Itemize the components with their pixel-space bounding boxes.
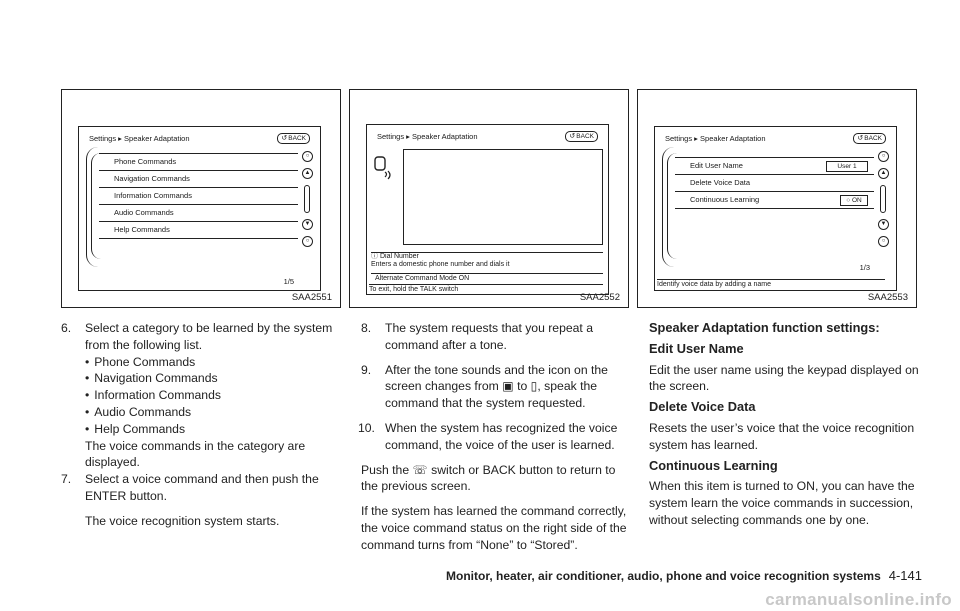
step-text: When the system has recognized the voice command, the voice of the user is learned. <box>385 420 618 452</box>
screen-title: Settings ▸ Speaker Adaptation <box>89 134 190 143</box>
radio-indicator-icon: ○ <box>846 197 851 204</box>
setting-row-continuous-learning[interactable] <box>675 192 874 209</box>
scroll-controls <box>878 151 890 253</box>
step-9 <box>361 362 630 412</box>
setting-row-delete-voice-data[interactable]: Delete Voice Data <box>675 175 874 192</box>
bullet-item: • Navigation Commands <box>61 370 343 387</box>
watermark: carmanualsonline.info <box>765 590 952 609</box>
back-button[interactable]: ↺ BACK <box>277 133 310 144</box>
section-title: Monitor, heater, air conditioner, audio, phone and voice recognition systems <box>446 569 881 583</box>
command-category-list <box>99 153 298 239</box>
info-icon: ⓘ <box>371 253 378 260</box>
column-3 <box>649 320 921 529</box>
step-text-end: , speak the command that the system requested. <box>385 379 598 411</box>
page-indicator: 1/3 <box>859 263 870 272</box>
list-item[interactable]: Audio Commands <box>99 205 298 222</box>
zoom-icon[interactable]: ○ <box>878 151 889 162</box>
voice-recognition-icon <box>373 155 393 181</box>
alternate-mode: Alternate Command Mode ON <box>375 275 470 282</box>
down-arrow-icon[interactable]: ▼ <box>878 219 889 230</box>
screen-title: Settings ▸ Speaker Adaptation <box>377 132 478 141</box>
back-button[interactable]: ↺ BACK <box>565 131 598 142</box>
empty-row <box>675 209 874 239</box>
step-number: 9. <box>361 362 372 377</box>
paragraph-continuous-learning: When this item is turned to ON, you can have the system learn the voice commands in succession, without selecting commands one by one. <box>649 479 915 527</box>
setting-label: Continuous Learning <box>690 195 760 204</box>
list-item[interactable]: Phone Commands <box>99 153 298 171</box>
step-10 <box>358 420 630 454</box>
step-number: 8. <box>361 321 372 335</box>
screen-command-categories <box>78 126 321 291</box>
user-name-value: User 1 <box>826 161 868 172</box>
voice-result-box <box>403 149 603 245</box>
push-text-b: switch or BACK button to return to the previous screen. <box>361 462 616 494</box>
step-number: 6. <box>61 321 72 335</box>
status-line: Identify voice data by adding a name <box>657 279 885 288</box>
paragraph-edit-user-name: Edit the user name using the keypad displayed on the screen. <box>649 362 919 394</box>
page-footer <box>0 568 922 583</box>
step-number: 10. <box>358 420 375 435</box>
page-indicator: 1/5 <box>283 277 294 286</box>
figure-code: SAA2553 <box>867 292 908 303</box>
paragraph-delete-voice-data: Resets the user’s voice that the voice recognition system has learned. <box>649 420 915 452</box>
screen-title: Settings ▸ Speaker Adaptation <box>665 134 766 143</box>
zoom-out-icon[interactable]: ○ <box>878 236 889 247</box>
page-number: 4-141 <box>888 568 922 583</box>
on-toggle[interactable] <box>840 195 868 206</box>
toggle-value: ON <box>852 197 862 204</box>
figure-saa2551 <box>61 89 341 308</box>
list-item[interactable]: Help Commands <box>99 222 298 239</box>
screen-speaker-adaptation <box>366 124 609 295</box>
step-text: Select a voice command and then push the ENTER button. <box>85 472 319 503</box>
subheading-edit-user-name: Edit User Name <box>649 340 744 356</box>
figure-code: SAA2551 <box>291 292 332 303</box>
step-6 <box>61 320 343 354</box>
command-hint <box>371 252 603 274</box>
subheading-continuous-learning: Continuous Learning <box>649 457 778 473</box>
up-arrow-icon[interactable]: ▲ <box>302 168 313 179</box>
subheading-delete-voice-data: Delete Voice Data <box>649 399 756 415</box>
hint-text: Enters a domestic phone number and dials it <box>371 261 510 268</box>
column-1 <box>61 320 343 530</box>
step-text: The system requests that you repeat a command after a tone. <box>385 321 593 352</box>
list-item[interactable]: Navigation Commands <box>99 171 298 188</box>
bullet-item: • Audio Commands <box>61 404 343 421</box>
up-arrow-icon[interactable]: ▲ <box>878 168 889 179</box>
step-text: Select a category to be learned by the system from the following list. <box>85 321 333 352</box>
screen-adaptation-settings <box>654 126 897 291</box>
column-2 <box>358 320 630 554</box>
scrollbar[interactable] <box>880 185 886 213</box>
learned-note: If the system has learned the command correctly, the voice command status on the right side of the command turns from “None” to “Stored”. <box>361 504 627 552</box>
figure-saa2553 <box>637 89 917 308</box>
zoom-icon[interactable]: ○ <box>302 151 313 162</box>
step-7 <box>61 471 343 505</box>
list-item[interactable]: Information Commands <box>99 188 298 205</box>
hint-title: Dial Number <box>379 253 419 260</box>
bullet-item: • Help Commands <box>61 421 343 438</box>
settings-list <box>675 157 874 239</box>
scrollbar[interactable] <box>304 185 310 213</box>
bullet-item: • Information Commands <box>61 387 343 404</box>
talk-switch-icon: ☏ <box>412 462 428 477</box>
push-text-a: Push the <box>361 462 410 477</box>
step-7-note: The voice recognition system starts. <box>85 513 280 528</box>
scroll-controls <box>302 151 314 253</box>
setting-row-edit-user-name[interactable] <box>675 157 874 175</box>
step-text-to: to <box>517 379 528 394</box>
setting-label: Edit User Name <box>690 161 743 170</box>
back-button[interactable]: ↺ BACK <box>853 133 886 144</box>
figure-code: SAA2552 <box>579 292 620 303</box>
step-6-note: The voice commands in the category are displayed. <box>85 438 306 470</box>
status-line: To exit, hold the TALK switch <box>369 284 603 293</box>
step-number: 7. <box>61 472 72 487</box>
section-heading: Speaker Adaptation function settings: <box>649 320 880 335</box>
push-instruction <box>361 462 630 496</box>
figure-saa2552 <box>349 89 629 308</box>
voice-icon: ▣ <box>502 379 514 394</box>
step-text: After the tone sounds and the icon on the screen changes from <box>385 362 608 394</box>
voice-listening-icon: ▯ <box>530 379 538 394</box>
zoom-out-icon[interactable]: ○ <box>302 236 313 247</box>
step-8 <box>361 320 630 354</box>
bullet-item: • Phone Commands <box>61 354 343 371</box>
down-arrow-icon[interactable]: ▼ <box>302 219 313 230</box>
